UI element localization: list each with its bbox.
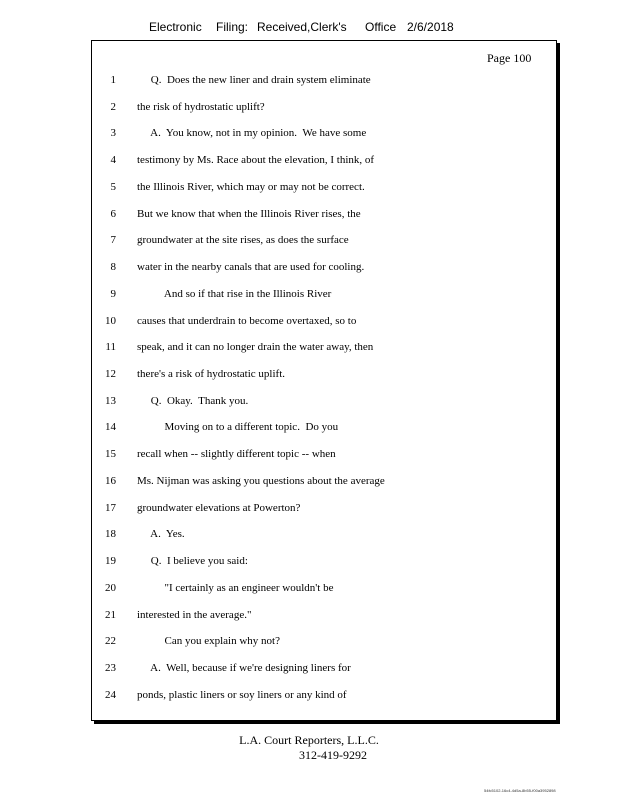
transcript-line <box>91 395 555 411</box>
transcript-line <box>91 609 555 625</box>
document-hash: 54fc5102-16c4-4d5a-8b55-f00a3952898 <box>484 788 556 793</box>
line-text: testimony by Ms. Race about the elevation, I think, of <box>137 154 375 167</box>
line-number: 9 <box>110 287 116 300</box>
line-text: Moving on to a different topic. Do you <box>137 421 339 434</box>
line-number: 14 <box>105 421 116 434</box>
line-number: 7 <box>110 234 116 247</box>
line-text: speak, and it can no longer drain the water away, then <box>137 341 374 354</box>
line-number: 18 <box>105 528 116 541</box>
footer-phone: 312-419-9292 <box>299 748 367 762</box>
header-received: Received,Clerk's <box>257 20 347 34</box>
transcript-line <box>91 154 555 170</box>
line-number: 6 <box>110 207 116 220</box>
line-number: 21 <box>105 608 116 621</box>
line-text: ponds, plastic liners or soy liners or any kind of <box>137 688 347 701</box>
page-number: Page 100 <box>487 51 532 65</box>
line-text: interested in the average." <box>137 608 252 621</box>
line-number: 1 <box>110 74 116 86</box>
line-number: 24 <box>105 688 116 701</box>
header-date: 2/6/2018 <box>407 20 454 34</box>
line-text: Ms. Nijman was asking you questions about the average <box>137 474 385 487</box>
transcript-line <box>91 208 555 224</box>
transcript-line <box>91 368 555 384</box>
transcript-line <box>91 502 555 518</box>
line-number: 15 <box>105 448 116 461</box>
transcript-line <box>91 475 555 491</box>
footer <box>0 733 618 763</box>
line-text: Q. I believe you said: <box>137 555 248 568</box>
transcript-line <box>91 341 555 357</box>
line-number: 16 <box>105 474 116 487</box>
line-text: groundwater elevations at Powerton? <box>137 501 301 514</box>
line-number: 20 <box>105 581 116 594</box>
transcript-line <box>91 127 555 143</box>
header-office: Office <box>365 20 397 34</box>
line-text: Q. Okay. Thank you. <box>137 394 249 407</box>
line-text: And so if that rise in the Illinois River <box>137 287 332 300</box>
transcript-line <box>91 421 555 437</box>
line-number: 3 <box>110 127 116 140</box>
line-number: 13 <box>105 394 116 407</box>
line-text: the Illinois River, which may or may not be correct. <box>137 180 365 193</box>
line-number: 19 <box>105 555 116 568</box>
line-text: there's a risk of hydrostatic uplift. <box>137 368 286 381</box>
transcript-line <box>91 288 555 304</box>
line-number: 2 <box>110 100 116 113</box>
transcript-line <box>91 635 555 651</box>
transcript-line <box>91 448 555 464</box>
line-number: 8 <box>110 261 116 274</box>
transcript-line <box>91 582 555 598</box>
line-text: A. Yes. <box>137 528 185 541</box>
line-text: Can you explain why not? <box>137 635 280 648</box>
line-text: A. Well, because if we're designing liners for <box>137 662 351 675</box>
transcript-line <box>91 315 555 331</box>
transcript-line <box>91 689 555 705</box>
line-text: "I certainly as an engineer wouldn't be <box>137 581 334 594</box>
line-text: the risk of hydrostatic uplift? <box>137 100 265 113</box>
line-number: 11 <box>105 341 116 354</box>
line-text: groundwater at the site rises, as does the surface <box>137 234 349 247</box>
line-text: Q. Does the new liner and drain system eliminate <box>137 74 371 86</box>
line-text: A. You know, not in my opinion. We have some <box>137 127 367 140</box>
line-text: water in the nearby canals that are used for cooling. <box>137 261 365 274</box>
filing-stamp-header <box>0 20 618 36</box>
line-text: recall when -- slightly different topic -- when <box>137 448 336 461</box>
transcript-line <box>91 234 555 250</box>
line-number: 22 <box>105 635 116 648</box>
transcript-line <box>91 662 555 678</box>
header-electronic: Electronic <box>149 20 202 34</box>
line-text: But we know that when the Illinois River rises, the <box>137 207 361 220</box>
line-number: 10 <box>105 314 116 327</box>
line-number: 12 <box>105 368 116 381</box>
footer-company: L.A. Court Reporters, L.L.C. <box>239 733 379 747</box>
transcript-line <box>91 101 555 117</box>
line-number: 17 <box>105 501 116 514</box>
line-text: causes that underdrain to become overtaxed, so to <box>137 314 357 327</box>
line-number: 5 <box>110 180 116 193</box>
line-number: 4 <box>110 154 116 167</box>
transcript-line <box>91 181 555 197</box>
transcript-line <box>91 555 555 571</box>
header-filing: Filing: <box>216 20 249 34</box>
line-number: 23 <box>105 662 116 675</box>
transcript-line <box>91 74 555 90</box>
transcript-line <box>91 528 555 544</box>
transcript-line <box>91 261 555 277</box>
